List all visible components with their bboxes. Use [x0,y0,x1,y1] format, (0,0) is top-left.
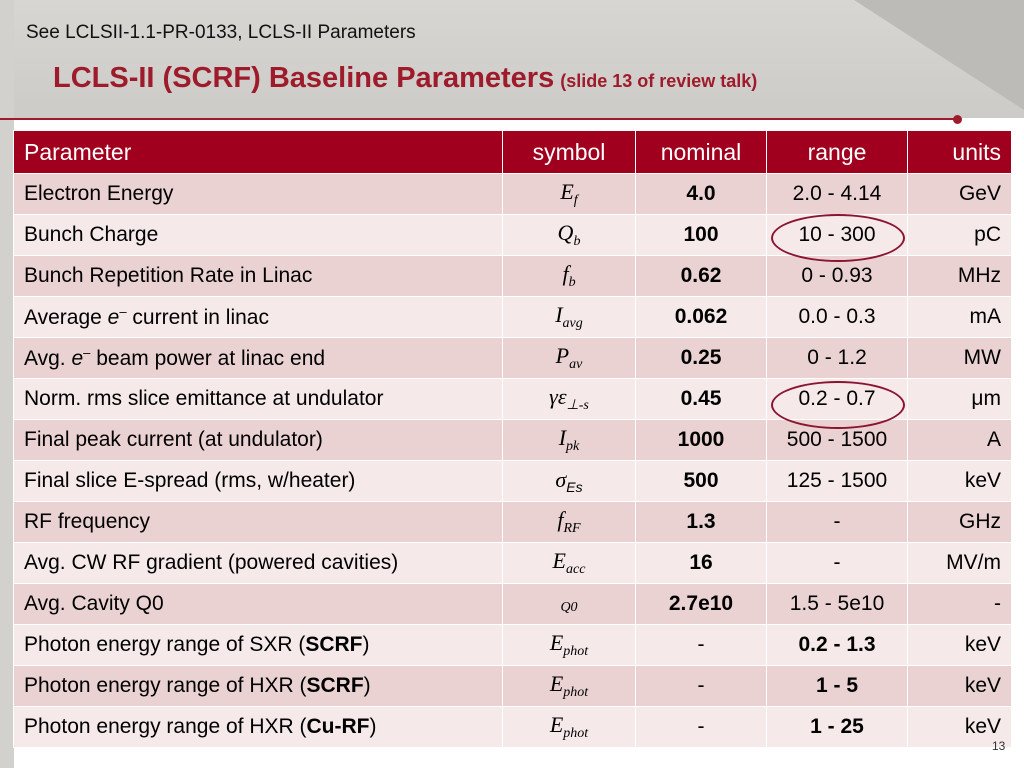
param-text-bold: SCRF [305,633,363,656]
reference-note: See LCLSII-1.1-PR-0133, LCLS-II Parameters [26,22,416,43]
table-row [14,256,1012,297]
symbol-sub: RF [563,521,581,536]
cell-range: 0 - 1.2 [767,338,908,379]
left-border-strip [0,0,14,768]
cell-range: 125 - 1500 [767,461,908,502]
cell-nominal: 0.062 [636,297,767,338]
cell-units: GHz [908,502,1012,543]
cell-parameter: Norm. rms slice emittance at undulator [14,379,503,420]
cell-symbol [503,666,636,707]
cell-symbol [503,707,636,748]
cell-parameter [14,625,503,666]
cell-symbol [503,215,636,256]
cell-nominal: 100 [636,215,767,256]
cell-units: keV [908,461,1012,502]
symbol-main: f [562,261,569,286]
symbol-main: E [549,712,564,737]
cell-nominal: - [636,625,767,666]
cell-range: 2.0 - 4.14 [767,174,908,215]
param-text-bold: Cu-RF [306,715,370,738]
cell-nominal: 0.62 [636,256,767,297]
cell-units: pC [908,215,1012,256]
symbol-main: I [558,425,567,450]
table-row [14,625,1012,666]
cell-parameter: Electron Energy [14,174,503,215]
cell-symbol [503,338,636,379]
cell-symbol [503,543,636,584]
table-header-row [14,131,1012,174]
param-text-pre: Photon energy range of SXR ( [24,633,306,656]
symbol-main: I [555,302,563,327]
symbol-main: f [557,507,564,532]
symbol-main: E [549,630,564,655]
cell-units: keV [908,666,1012,707]
param-text-electron: e [71,347,84,370]
symbol-sub: acc [566,562,586,577]
symbol-main: σ [555,467,567,492]
cell-symbol [503,379,636,420]
cell-range: - [767,502,908,543]
title-subtitle: (slide 13 of review talk) [560,71,758,91]
param-text-sup: – [83,345,91,360]
cell-symbol [503,256,636,297]
symbol-sub: pk [566,439,580,454]
cell-symbol [503,420,636,461]
slide-title [53,62,757,95]
cell-range: 1 - 25 [767,707,908,748]
cell-units: A [908,420,1012,461]
cell-parameter: Bunch Charge [14,215,503,256]
symbol-main: E [552,548,566,573]
header-units: units [908,131,1012,174]
symbol-sub: phot [563,726,589,741]
param-text-post: ) [369,715,377,738]
corner-decoration [854,0,1024,110]
header-range: range [767,131,908,174]
param-text-pre: Photon energy range of HXR ( [24,674,307,697]
symbol-sub: Es [566,479,583,495]
cell-parameter: Avg. Cavity Q0 [14,584,503,625]
symbol-sub: b [568,275,576,290]
cell-parameter: Final peak current (at undulator) [14,420,503,461]
symbol-sub: phot [563,644,589,659]
table-row [14,707,1012,748]
cell-units: MW [908,338,1012,379]
symbol-sub: av [569,357,583,372]
cell-symbol [503,297,636,338]
symbol-main: γε [549,384,567,409]
cell-units: MHz [908,256,1012,297]
title-divider [0,118,957,120]
cell-symbol [503,584,636,625]
param-text-sup: – [119,304,127,319]
cell-nominal: 16 [636,543,767,584]
cell-parameter: Final slice E-spread (rms, w/heater) [14,461,503,502]
cell-range: 0.0 - 0.3 [767,297,908,338]
cell-units: keV [908,707,1012,748]
cell-units: mA [908,297,1012,338]
cell-units: - [908,584,1012,625]
cell-range: 500 - 1500 [767,420,908,461]
param-text-pre: Avg. [24,347,72,370]
cell-symbol [503,461,636,502]
cell-nominal: - [636,666,767,707]
symbol-sub: avg [562,316,583,331]
cell-units: MV/m [908,543,1012,584]
cell-units: μm [908,379,1012,420]
cell-parameter: Bunch Repetition Rate in Linac [14,256,503,297]
page-number: 13 [992,739,1006,753]
cell-symbol [503,625,636,666]
cell-range: 0 - 0.93 [767,256,908,297]
cell-nominal: 1.3 [636,502,767,543]
cell-parameter: Avg. CW RF gradient (powered cavities) [14,543,503,584]
cell-nominal: 1000 [636,420,767,461]
symbol-main: P [555,343,570,368]
table-row [14,379,1012,420]
table-row [14,666,1012,707]
cell-range: 0.2 - 0.7 [767,379,908,420]
cell-range: 1 - 5 [767,666,908,707]
table-row [14,297,1012,338]
symbol-sub: b [573,234,581,249]
table-row [14,174,1012,215]
param-text-post: ) [363,674,371,697]
cell-nominal: 0.45 [636,379,767,420]
cell-parameter [14,666,503,707]
param-text-pre: Average [24,306,108,329]
table-row [14,584,1012,625]
symbol-main: E [560,179,574,204]
table-row [14,543,1012,584]
cell-nominal: 2.7e10 [636,584,767,625]
cell-nominal: 4.0 [636,174,767,215]
param-text-post: beam power at linac end [90,347,326,370]
title-divider-dot [953,115,962,124]
param-text-bold: SCRF [306,674,364,697]
cell-parameter [14,338,503,379]
param-text-electron: e [107,306,120,329]
symbol-sub: f [573,193,578,208]
cell-symbol [503,502,636,543]
table-row [14,461,1012,502]
cell-symbol [503,174,636,215]
cell-range: - [767,543,908,584]
header-symbol: symbol [503,131,636,174]
table-row [14,215,1012,256]
table-row [14,502,1012,543]
symbol-main: Q0 [560,600,578,615]
symbol-main: Q [557,220,574,245]
parameters-table [13,130,1012,748]
symbol-main: E [549,671,564,696]
param-text-post: current in linac [126,306,269,329]
cell-nominal: - [636,707,767,748]
header-nominal: nominal [636,131,767,174]
cell-parameter: RF frequency [14,502,503,543]
cell-parameter [14,297,503,338]
cell-range: 10 - 300 [767,215,908,256]
cell-range: 0.2 - 1.3 [767,625,908,666]
cell-parameter [14,707,503,748]
cell-range: 1.5 - 5e10 [767,584,908,625]
header-parameter: Parameter [14,131,503,174]
cell-units: keV [908,625,1012,666]
title-main: LCLS-II (SCRF) Baseline Parameters [53,62,555,94]
symbol-sub: phot [563,685,589,700]
table-row [14,338,1012,379]
param-text-post: ) [362,633,370,656]
symbol-sub: ⊥-s [566,398,589,413]
cell-nominal: 0.25 [636,338,767,379]
cell-nominal: 500 [636,461,767,502]
table-row [14,420,1012,461]
cell-units: GeV [908,174,1012,215]
param-text-pre: Photon energy range of HXR ( [24,715,307,738]
